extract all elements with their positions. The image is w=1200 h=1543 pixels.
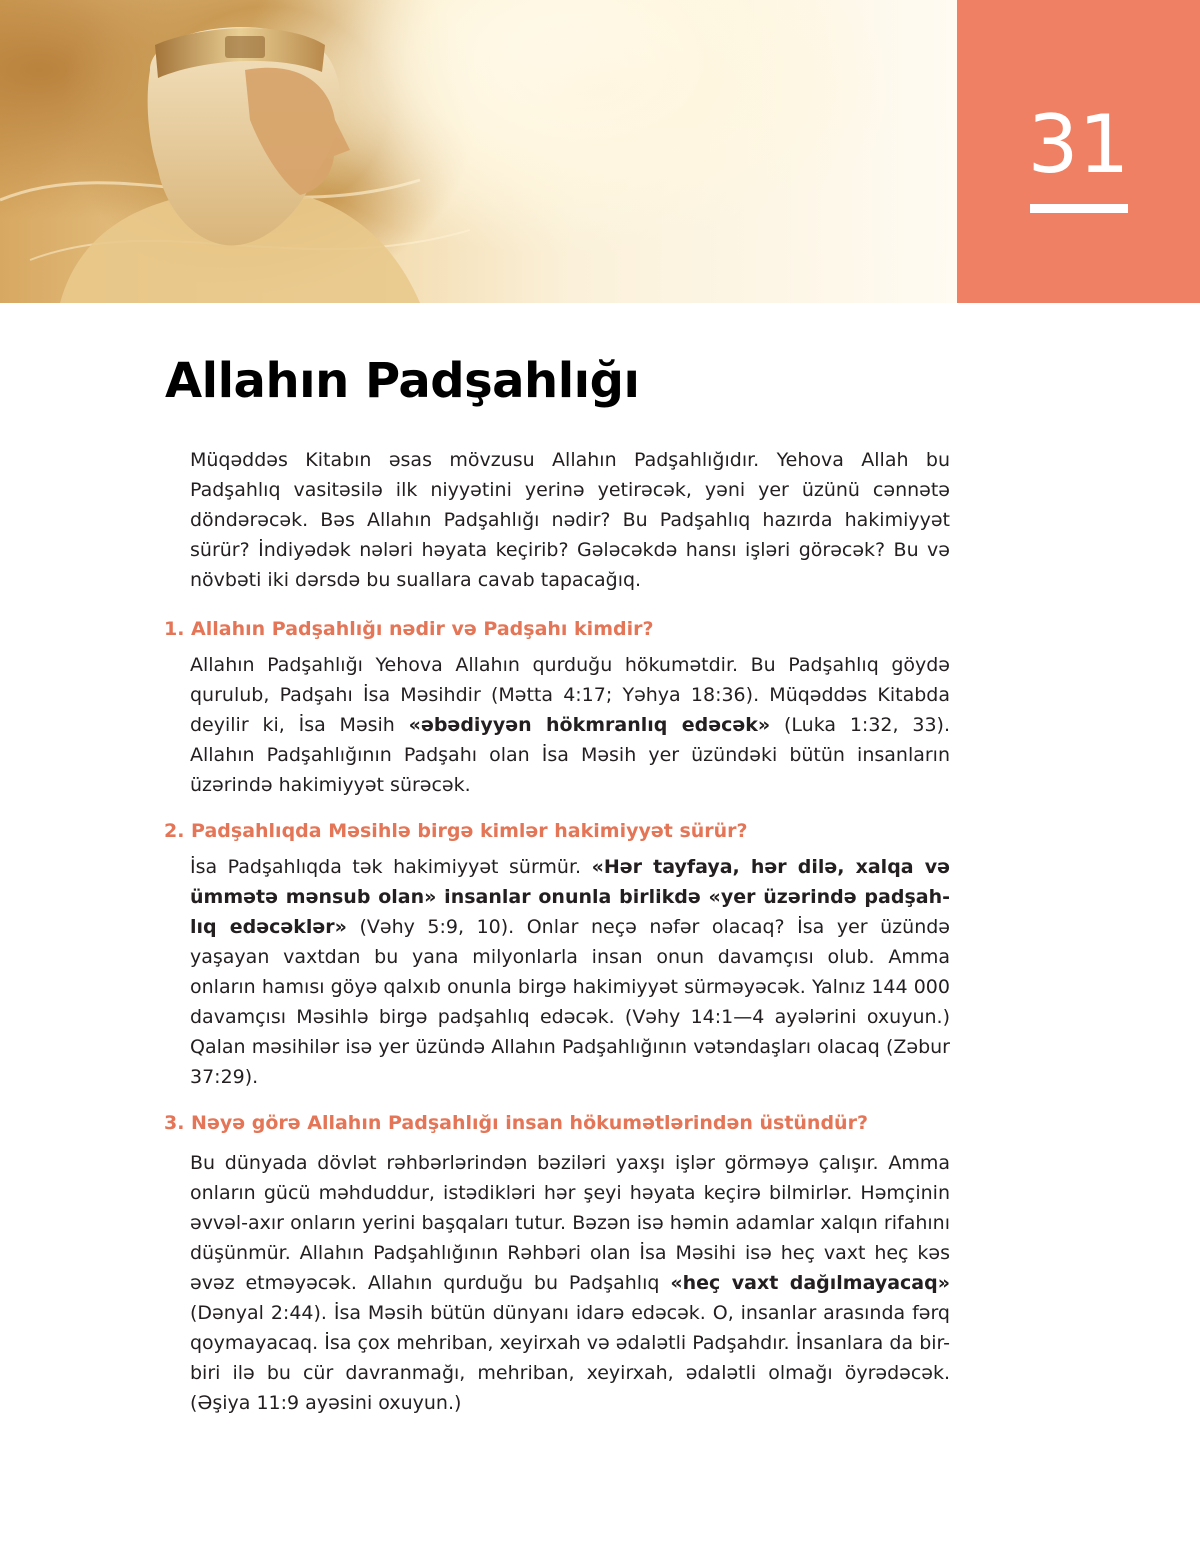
question-3: 3. Nəyə görə Allahın Padşahlığı insan hökumətlərindən üstündür? <box>164 1112 868 1134</box>
answer-3: Bu dünyada dövlət rəhbərlərindən bəziləri yaxşı işlər görməyə çalışır. Amma onların gücü məhduddur, istədikləri hər şeyi həyata keçirə bilmirlər. Həmçinin əvvəl-axır onların yerini başqaları tutur. Bəzən isə həmin adamlar xalqın rifahını düşünmür. Allahın Padşahlığının Rəhbəri olan İsa Məsihi isə heç vaxt heç kəs əvəz etməyəcək. Allahın qurduğu bu Padşahlıq «heç vaxt dağılmayacaq» (Dənyal 2:44). İsa Məsih bütün dünyanı idarə edəcək. O, insanlar arasında fərq qoymayacaq. İsa çox mehriban, xeyirxah və ədalətli Padşahdır. İnsanlara da bir-biri ilə bu cür davranmağı, mehriban, xeyirxah, ədalətli olmağı öyrədəcək. (Əşiya 11:9 ayəsini oxuyun.) <box>190 1152 950 1414</box>
chapter-underline <box>1030 204 1128 213</box>
chapter-badge <box>957 0 1200 303</box>
banner-image <box>0 0 957 303</box>
answer-3-emphasis: «heç vaxt dağılmayacaq» <box>670 1272 950 1294</box>
question-1: 1. Allahın Padşahlığı nədir və Padşahı kimdir? <box>164 618 654 640</box>
page-title: Allahın Padşahlığı <box>165 353 640 409</box>
answer-1: Allahın Padşahlığı Yehova Allahın qurduğu hökumətdir. Bu Padşahlıq göydə qurulub, Padşahı İsa Məsihdir (Mətta 4:17; Yəhya 18:36). Müqəddəs Kitabda deyilir ki, İsa Məsih «əbədiyyən hökmranlıq edəcək» (Luka 1:32, 33). Allahın Padşahlığının Padşahı olan İsa Məsih yer üzündəki bütün insanların üzərində hakimiyyət sürəcək. <box>190 654 950 796</box>
intro-paragraph: Müqəddəs Kitabın əsas mövzusu Allahın Padşahlığıdır. Yehova Allah bu Padşahlıq vasitəsilə ilk niyyətini yerinə yetirəcək, yəni yer üzünü cənnətə döndərəcək. Bəs Allahın Padşahlığı nədir? Bu Padşahlıq hazırda hakimiyyət sürür? İndiyədək nələri həyata keçirib? Gələcəkdə hansı işləri görəcək? Bu və növbəti iki dərsdə bu suallara cavab tapacağıq. <box>190 449 950 591</box>
question-2: 2. Padşahlıqda Məsihlə birgə kimlər hakimiyyət sürür? <box>164 820 748 842</box>
answer-2-emphasis: «Hər tayfaya, hər dilə, xalqa və ümmətə mənsub olan» insanlar onunla birlikdə «yer üzərində padşahlıq edəcəklər» <box>190 856 950 938</box>
king-illustration <box>0 0 957 303</box>
chapter-number: 31 <box>1027 98 1130 191</box>
answer-2: İsa Padşahlıqda tək hakimiyyət sürmür. «Hər tayfaya, hər dilə, xalqa və ümmətə mənsub olan» insanlar onunla birlikdə «yer üzərində padşahlıq edəcəklər» (Vəhy 5:9, 10). Onlar neçə nəfər olacaq? İsa yer üzündə yaşayan vaxtdan bu yana milyonlarla insan onun davamçısı olub. Amma onların hamısı göyə qalxıb onunla birgə hakimiyyət sürməyəcək. Yalnız 144 000 davamçısı Məsihlə birgə padşahlıq edəcək. (Vəhy 14:1—4 ayələrini oxuyun.) Qalan məsihilər isə yer üzündə Allahın Padşahlığının vətəndaşları olacaq (Zəbur 37:29). <box>190 856 950 1088</box>
answer-1-emphasis: «əbədiyyən hökmranlıq edəcək» <box>408 714 771 736</box>
